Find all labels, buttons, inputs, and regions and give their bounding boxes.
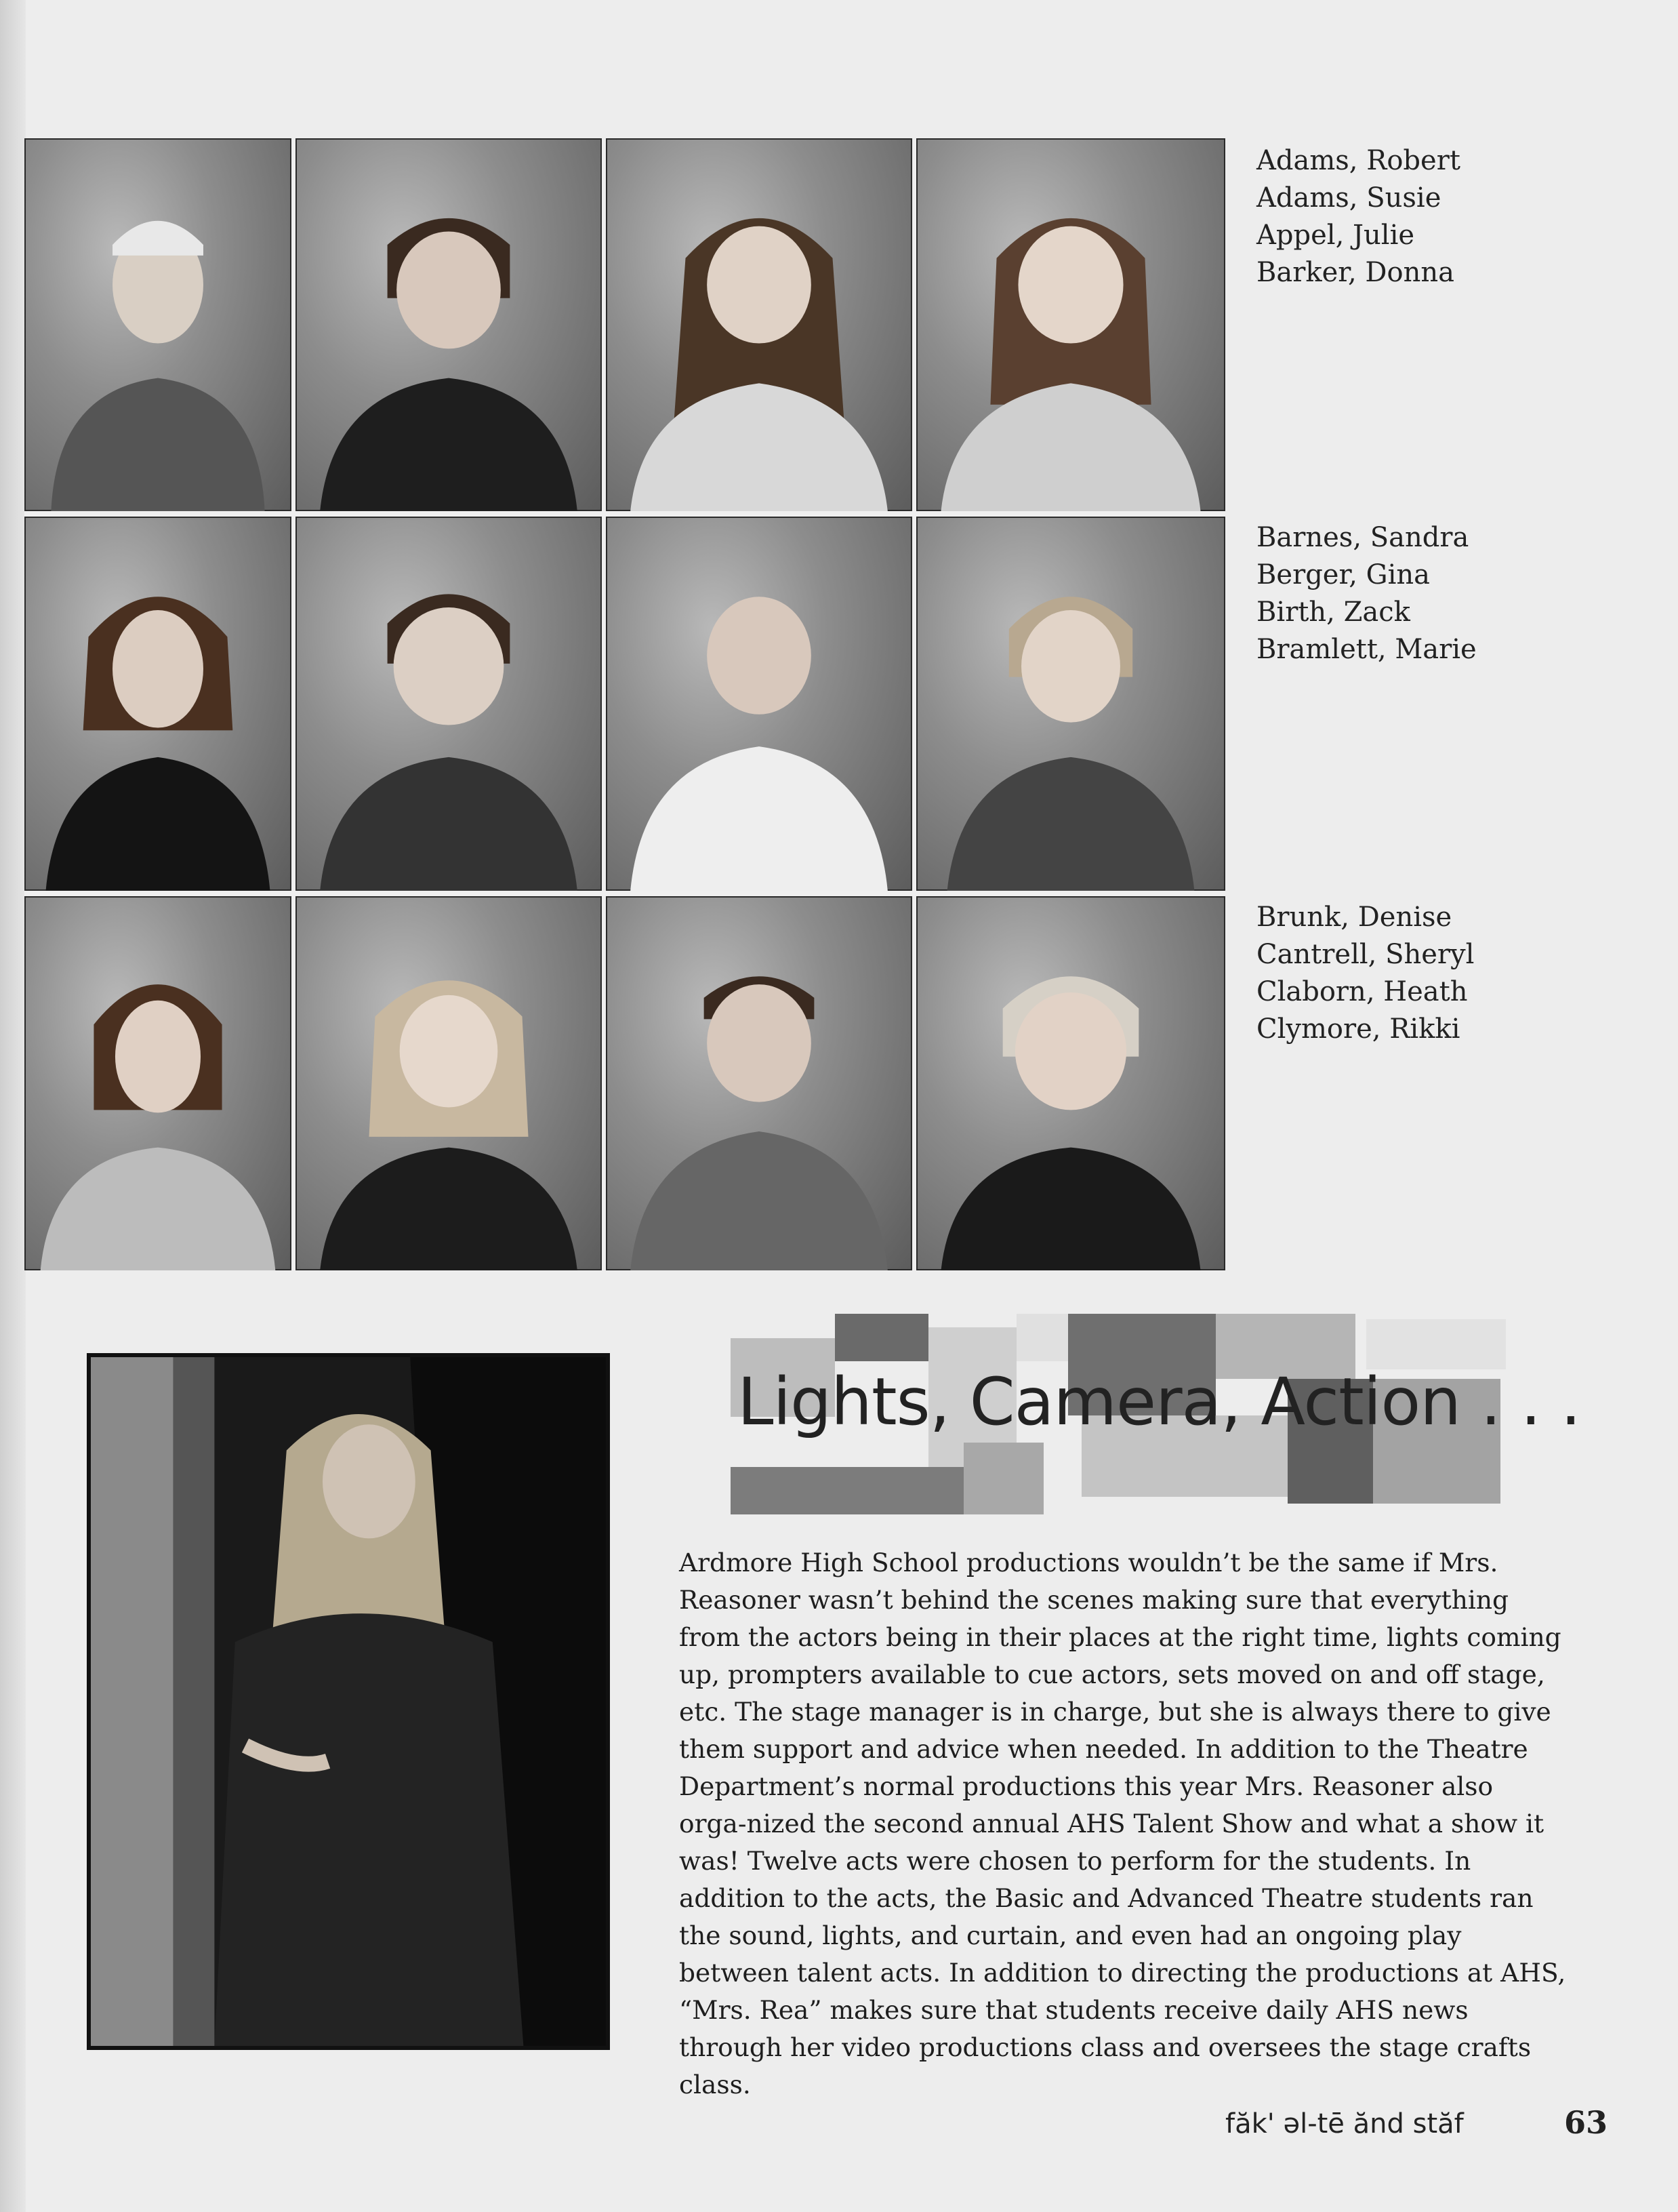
faculty-name: Adams, Robert (1256, 145, 1460, 176)
portrait-barker-donna (916, 138, 1225, 511)
portrait-cantrell-sheryl (295, 896, 602, 1270)
feature-paragraph: Ardmore High School productions wouldn’t be the same if Mrs. Reasoner wasn’t behind the scenes making sure that everything from the actors being in their places at the right time, lights coming up, prompters available to cue actors, sets moved on and off stage, etc. The stage manager is in charge, but she is always there to give them support and advice when needed. In addition to the Theatre Department’s normal productions this year Mrs. Reasoner also orga-nized the second annual AHS Talent Show and what a show it was! Twelve acts were chosen to perform for the students. In addition to the acts, the Basic and Advanced Theatre students ran the sound, lights, and curtain, and even had an ongoing play between talent acts. In addition to directing the productions at AHS, “Mrs. Rea” makes sure that students receive daily AHS news through her video productions class and oversees the stage crafts class. (679, 1548, 1566, 2099)
portrait-clymore-rikki (916, 896, 1225, 1270)
section-phonetic-label: făk' əl-tē ănd stăf (1225, 2108, 1464, 2139)
faculty-name: Birth, Zack (1256, 597, 1410, 628)
portrait-claborn-heath (606, 896, 912, 1270)
faculty-name: Brunk, Denise (1256, 902, 1452, 933)
portrait-appel-julie (606, 138, 912, 511)
name-list-row-2 (1256, 519, 1636, 668)
deco-block (964, 1443, 1044, 1514)
feature-headline: Lights, Camera, Action . . . (737, 1364, 1581, 1440)
portrait-adams-robert (24, 138, 291, 511)
deco-block (1366, 1319, 1506, 1369)
feature-photo-stage-manager (87, 1353, 610, 2050)
faculty-name: Claborn, Heath (1256, 976, 1468, 1007)
deco-block (731, 1467, 964, 1514)
page-number: 63 (1564, 2104, 1608, 2141)
faculty-name: Berger, Gina (1256, 559, 1430, 590)
feature-body-text (679, 1544, 1567, 2104)
portrait-bramlett-marie (916, 517, 1225, 891)
deco-block (835, 1314, 928, 1361)
page-spine-shadow (0, 0, 26, 2212)
portrait-brunk-denise (24, 896, 291, 1270)
name-list-row-3 (1256, 899, 1636, 1048)
name-list-row-1 (1256, 142, 1636, 291)
faculty-name: Clymore, Rikki (1256, 1013, 1460, 1045)
faculty-name: Adams, Susie (1256, 182, 1441, 214)
faculty-name: Appel, Julie (1256, 220, 1415, 251)
portrait-barnes-sandra (24, 517, 291, 891)
faculty-name: Barker, Donna (1256, 257, 1454, 288)
portrait-adams-susie (295, 138, 602, 511)
faculty-name: Barnes, Sandra (1256, 522, 1469, 553)
portrait-berger-gina (295, 517, 602, 891)
portrait-birth-zack (606, 517, 912, 891)
faculty-name: Bramlett, Marie (1256, 634, 1477, 665)
faculty-name: Cantrell, Sheryl (1256, 939, 1475, 970)
faculty-portrait-grid (24, 138, 1225, 1270)
